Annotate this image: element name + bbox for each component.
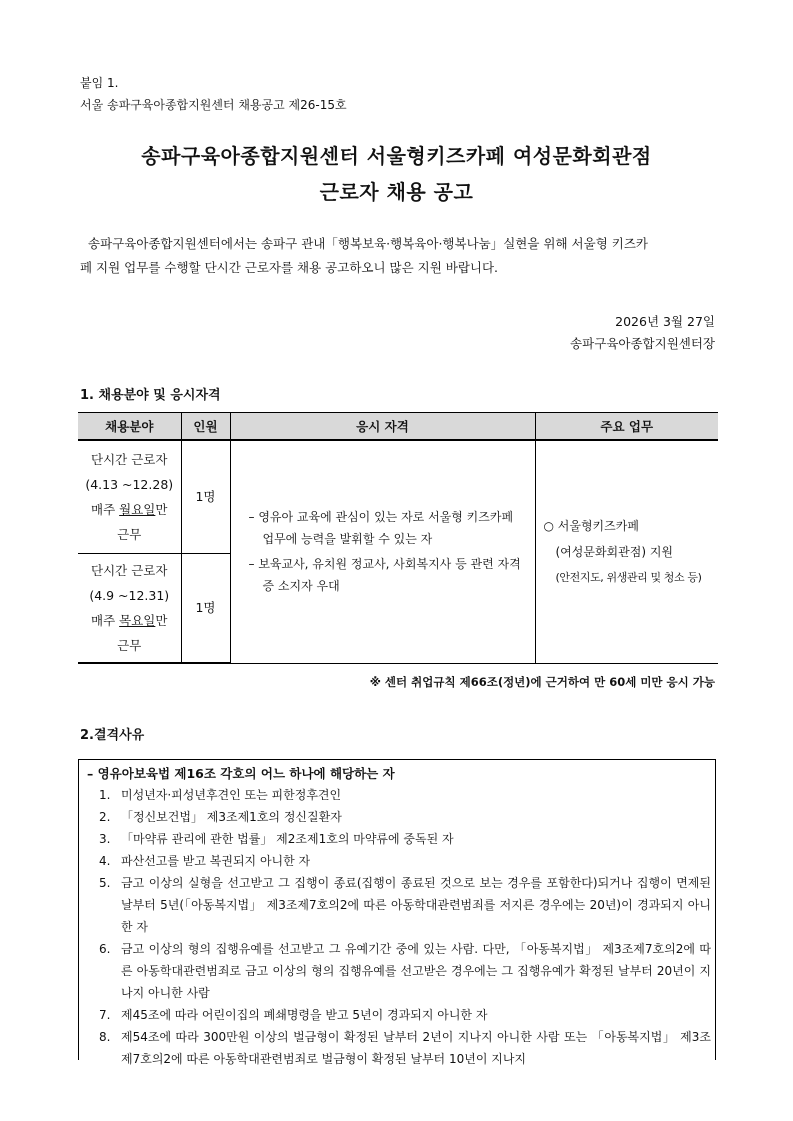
item-number: 3.	[99, 832, 111, 846]
field-cell-2	[78, 553, 181, 663]
notice-date: 2026년 3월 27일	[615, 314, 715, 329]
item-text: 제54조에 따라 300만원 이상의 벌금형이 확정된 날부터 2년이 지나지 아니한 사람 또는 「아동복지법」 제3조제7호의2에 따른 아동학대관련범죄로 벌금형이 확정된 날부터 10년이 지나지	[121, 1030, 711, 1066]
field-title: 단시간 근로자	[91, 451, 168, 467]
field-day	[79, 608, 180, 633]
field-day-name: 목요일	[119, 612, 156, 628]
recruit-table	[78, 412, 718, 664]
intro-line1: 송파구육아종합지원센터에서는 송파구 관내「행복보육·행복육아·행복나눔」실현을 위해 서울형 키즈카	[88, 236, 648, 251]
field-period: (4.9 ~12.31)	[89, 587, 170, 603]
item-number: 4.	[99, 854, 111, 868]
count-cell-2: 1명	[181, 553, 230, 663]
item-text: 「마약류 관리에 관한 법률」 제2조제1호의 마약류에 중독된 자	[121, 832, 454, 846]
field-work: 근무	[117, 637, 142, 653]
item-number: 2.	[99, 810, 111, 824]
field-day-pre: 매주	[91, 501, 120, 517]
item-text: 금고 이상의 실형을 선고받고 그 집행이 종료(집행이 종료된 것으로 보는 경우를 포함한다)되거나 집행이 면제된 날부터 5년(「아동복지법」 제3조제7호의2에 따른 아동학대관련범죄를 저지른 경우에는 20년)이 경과되지 아니한 자	[121, 876, 711, 934]
item-number: 8.	[99, 1030, 111, 1044]
field-work: 근무	[117, 526, 142, 542]
item-number: 7.	[99, 1008, 111, 1022]
field-day-pre: 매주	[91, 612, 120, 628]
item-number: 5.	[99, 876, 111, 890]
disqualification-list	[99, 784, 711, 1070]
list-item	[99, 938, 711, 1004]
age-note: ※ 센터 취업규칙 제66조(정년)에 근거하여 만 60세 미만 응시 가능	[369, 675, 715, 689]
disqualification-box	[78, 759, 716, 1066]
page-title-line1: 송파구육아종합지원센터 서울형키즈카페 여성문화회관점	[141, 144, 652, 168]
qualification-item: – 영유아 교육에 관심이 있는 자로 서울형 키즈카페 업무에 능력을 발휘할 수 있는 자	[248, 510, 514, 547]
duty-line2: (여성문화회관점) 지원	[555, 544, 674, 559]
list-item	[99, 1004, 711, 1026]
intro-paragraph	[80, 232, 720, 280]
field-day-post: 만	[155, 612, 168, 628]
attachment-label: 붙임 1.	[80, 76, 119, 90]
field-title: 단시간 근로자	[91, 562, 168, 578]
page-title-line2: 근로자 채용 공고	[319, 180, 474, 204]
table-header-row	[78, 413, 718, 441]
duty-line3: (안전지도, 위생관리 및 청소 등)	[555, 570, 702, 584]
field-cell-1	[78, 440, 181, 553]
qualification-cell	[230, 440, 535, 663]
item-text: 금고 이상의 형의 집행유예를 선고받고 그 유예기간 중에 있는 사람. 다만, 「아동복지법」 제3조제7호의2에 따른 아동학대관련범죄로 금고 이상의 형의 집행유예를 선고받은 경우에는 그 집행유예가 확정된 날부터 20년이 지나지 아니한 사람	[121, 942, 711, 1000]
list-item	[99, 784, 711, 806]
count-cell-1: 1명	[181, 440, 230, 553]
item-text: 제45조에 따라 어린이집의 폐쇄명령을 받고 5년이 경과되지 아니한 자	[121, 1008, 488, 1022]
item-text: 「정신보건법」 제3조제1호의 정신질환자	[121, 810, 342, 824]
section2-title: 2.결격사유	[80, 728, 145, 743]
notice-number: 서울 송파구육아종합지원센터 채용공고 제26-15호	[80, 98, 347, 112]
duty-cell	[535, 440, 718, 663]
item-text: 파산선고를 받고 복권되지 아니한 자	[121, 854, 311, 868]
field-day-post: 만	[155, 501, 168, 517]
qualification-item: – 보육교사, 유치원 정교사, 사회복지사 등 관련 자격증 소지자 우대	[248, 557, 521, 594]
issuer: 송파구육아종합지원센터장	[570, 336, 715, 351]
header-duty: 주요 업무	[535, 413, 718, 441]
header-qualification: 응시 자격	[230, 413, 535, 441]
header-field: 채용분야	[78, 413, 181, 441]
item-number: 1.	[99, 788, 111, 802]
field-day-name: 월요일	[119, 501, 156, 517]
field-period: (4.13 ~12.28)	[85, 476, 174, 492]
list-item	[99, 872, 711, 938]
list-item	[99, 806, 711, 828]
list-item	[99, 828, 711, 850]
list-item	[99, 850, 711, 872]
list-item	[99, 1026, 711, 1070]
item-text: 미성년자·피성년후견인 또는 피한정후견인	[121, 788, 342, 802]
table-row	[78, 440, 718, 553]
duty-line1: ○ 서울형키즈카페	[543, 518, 639, 533]
intro-line2: 페 지원 업무를 수행할 단시간 근로자를 채용 공고하오니 많은 지원 바랍니다.	[80, 260, 499, 275]
item-number: 6.	[99, 942, 111, 956]
disqualification-head: – 영유아보육법 제16조 각호의 어느 하나에 해당하는 자	[87, 766, 395, 781]
section1-title: 1. 채용분야 및 응시자격	[80, 388, 221, 403]
field-day	[79, 497, 180, 522]
header-count: 인원	[181, 413, 230, 441]
